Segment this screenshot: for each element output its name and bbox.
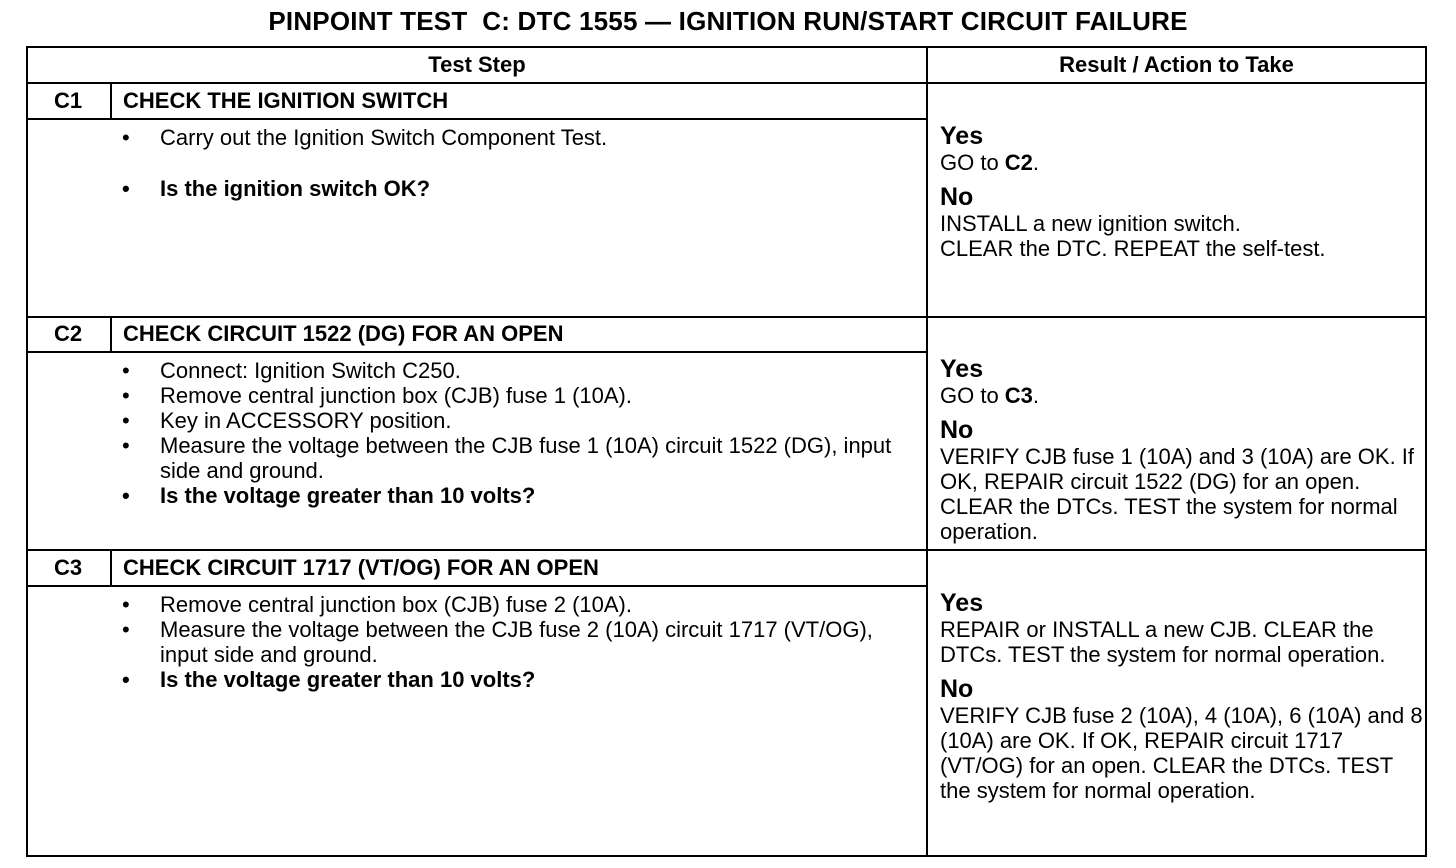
step-question: • Is the ignition switch OK?	[118, 176, 918, 201]
step-result	[940, 589, 1424, 803]
instruction-item: • Key in ACCESSORY position.	[118, 408, 898, 433]
code-divider-c1	[110, 84, 112, 119]
page-title: PINPOINT TEST C: DTC 1555 — IGNITION RUN/START CIRCUIT FAILURE	[268, 6, 1188, 36]
header-result-action: Result / Action to Take	[1059, 52, 1294, 77]
yes-target-step: C3	[1004, 383, 1033, 408]
yes-action	[940, 150, 1420, 175]
code-divider-c3	[110, 551, 112, 586]
yes-action-text: GO to	[940, 150, 1005, 175]
step-code: C1	[53, 88, 83, 113]
step-code: C2	[53, 321, 83, 346]
header-test-step: Test Step	[428, 52, 526, 77]
instruction-item: • Measure the voltage between the CJB fuse 1 (10A) circuit 1522 (DG), input side and ground.	[118, 433, 898, 483]
step-title-divider-c3	[26, 585, 928, 587]
yes-action-suffix: .	[1032, 150, 1040, 175]
no-action: INSTALL a new ignition switch. CLEAR the DTC. REPEAT the self-test.	[940, 211, 1326, 261]
step-title-divider-c1	[26, 118, 928, 120]
yes-label: Yes	[940, 355, 984, 383]
yes-target-step: C2	[1004, 150, 1033, 175]
step-title: CHECK THE IGNITION SWITCH	[123, 88, 449, 113]
no-label: No	[940, 183, 974, 211]
code-divider-c2	[110, 318, 112, 352]
yes-label: Yes	[940, 589, 984, 617]
instruction-item: • Remove central junction box (CJB) fuse 2 (10A).	[118, 592, 898, 617]
step-question: • Is the voltage greater than 10 volts?	[118, 667, 898, 692]
header-divider	[26, 82, 1427, 84]
row-divider-c2	[26, 316, 1427, 318]
step-result	[940, 122, 1420, 261]
step-instructions	[118, 125, 918, 201]
step-title: CHECK CIRCUIT 1522 (DG) FOR AN OPEN	[123, 321, 564, 346]
row-divider-c3	[26, 549, 1427, 551]
instruction-item: • Carry out the Ignition Switch Component Test.	[118, 125, 918, 150]
yes-action: REPAIR or INSTALL a new CJB. CLEAR the DTCs. TEST the system for normal operation.	[940, 617, 1386, 667]
step-result	[940, 355, 1424, 544]
step-instructions	[118, 358, 898, 508]
no-action: VERIFY CJB fuse 1 (10A) and 3 (10A) are OK. If OK, REPAIR circuit 1522 (DG) for an open. CLEAR the DTCs. TEST the system for normal operation.	[940, 444, 1415, 544]
yes-action-suffix: .	[1032, 383, 1040, 408]
column-divider	[926, 46, 928, 857]
step-title-divider-c2	[26, 351, 928, 353]
instruction-item: • Remove central junction box (CJB) fuse 1 (10A).	[118, 383, 898, 408]
no-label: No	[940, 675, 974, 703]
yes-label: Yes	[940, 122, 984, 150]
step-question: • Is the voltage greater than 10 volts?	[118, 483, 898, 508]
instruction-item: • Measure the voltage between the CJB fuse 2 (10A) circuit 1717 (VT/OG), input side and ground.	[118, 617, 898, 667]
step-title: CHECK CIRCUIT 1717 (VT/OG) FOR AN OPEN	[123, 555, 599, 580]
instruction-item: • Connect: Ignition Switch C250.	[118, 358, 898, 383]
step-instructions	[118, 592, 898, 692]
yes-action	[940, 383, 1424, 408]
no-label: No	[940, 416, 974, 444]
step-code: C3	[53, 555, 83, 580]
no-action: VERIFY CJB fuse 2 (10A), 4 (10A), 6 (10A) and 8 (10A) are OK. If OK, REPAIR circuit 1717 (VT/OG) for an open. CLEAR the DTCs. TEST the system for normal operation.	[940, 703, 1423, 803]
yes-action-text: GO to	[940, 383, 1005, 408]
